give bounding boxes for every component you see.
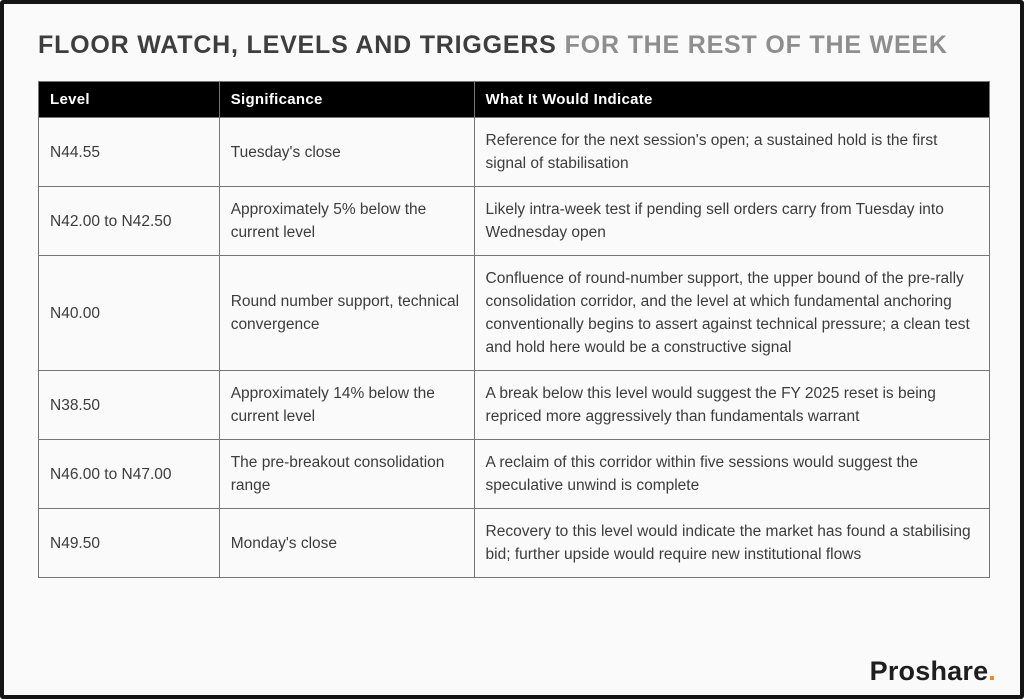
cell-indication: Likely intra-week test if pending sell orders carry from Tuesday into Wednesday open xyxy=(474,187,989,256)
cell-level: N49.50 xyxy=(39,509,220,578)
cell-significance: The pre-breakout consolidation range xyxy=(219,440,474,509)
cell-significance: Round number support, technical convergence xyxy=(219,256,474,371)
cell-indication: A reclaim of this corridor within five sessions would suggest the speculative unwind is complete xyxy=(474,440,989,509)
header-what-it-would-indicate: What It Would Indicate xyxy=(474,82,989,118)
header-significance: Significance xyxy=(219,82,474,118)
cell-significance: Monday's close xyxy=(219,509,474,578)
brand-text: Proshare xyxy=(869,656,989,686)
table-row xyxy=(39,371,990,440)
cell-level: N44.55 xyxy=(39,118,220,187)
table-row xyxy=(39,256,990,371)
cell-level: N40.00 xyxy=(39,256,220,371)
cell-significance: Approximately 5% below the current level xyxy=(219,187,474,256)
cell-significance: Approximately 14% below the current level xyxy=(219,371,474,440)
cell-level: N38.50 xyxy=(39,371,220,440)
cell-indication: Confluence of round-number support, the upper bound of the pre-rally consolidation corridor, and the level at which fundamental anchoring conventionally begins to assert against technical pressure; a clean test and hold here would be a constructive signal xyxy=(474,256,989,371)
levels-table xyxy=(38,81,990,578)
table-row xyxy=(39,187,990,256)
table-row xyxy=(39,509,990,578)
cell-significance: Tuesday's close xyxy=(219,118,474,187)
table-header-row xyxy=(39,82,990,118)
proshare-logo xyxy=(870,656,996,687)
title-secondary: FOR THE REST OF THE WEEK xyxy=(564,31,948,59)
cell-indication: A break below this level would suggest the FY 2025 reset is being repriced more aggressively than fundamentals warrant xyxy=(474,371,989,440)
brand-dot: . xyxy=(988,656,996,686)
header-level: Level xyxy=(39,82,220,118)
table-row xyxy=(39,440,990,509)
cell-level: N42.00 to N42.50 xyxy=(39,187,220,256)
footer xyxy=(870,656,996,687)
title-primary: FLOOR WATCH, LEVELS AND TRIGGERS xyxy=(38,31,557,59)
page-title xyxy=(38,31,990,60)
cell-indication: Recovery to this level would indicate the market has found a stabilising bid; further upside would require new institutional flows xyxy=(474,509,989,578)
cell-level: N46.00 to N47.00 xyxy=(39,440,220,509)
table-row xyxy=(39,118,990,187)
cell-indication: Reference for the next session's open; a sustained hold is the first signal of stabilisation xyxy=(474,118,989,187)
